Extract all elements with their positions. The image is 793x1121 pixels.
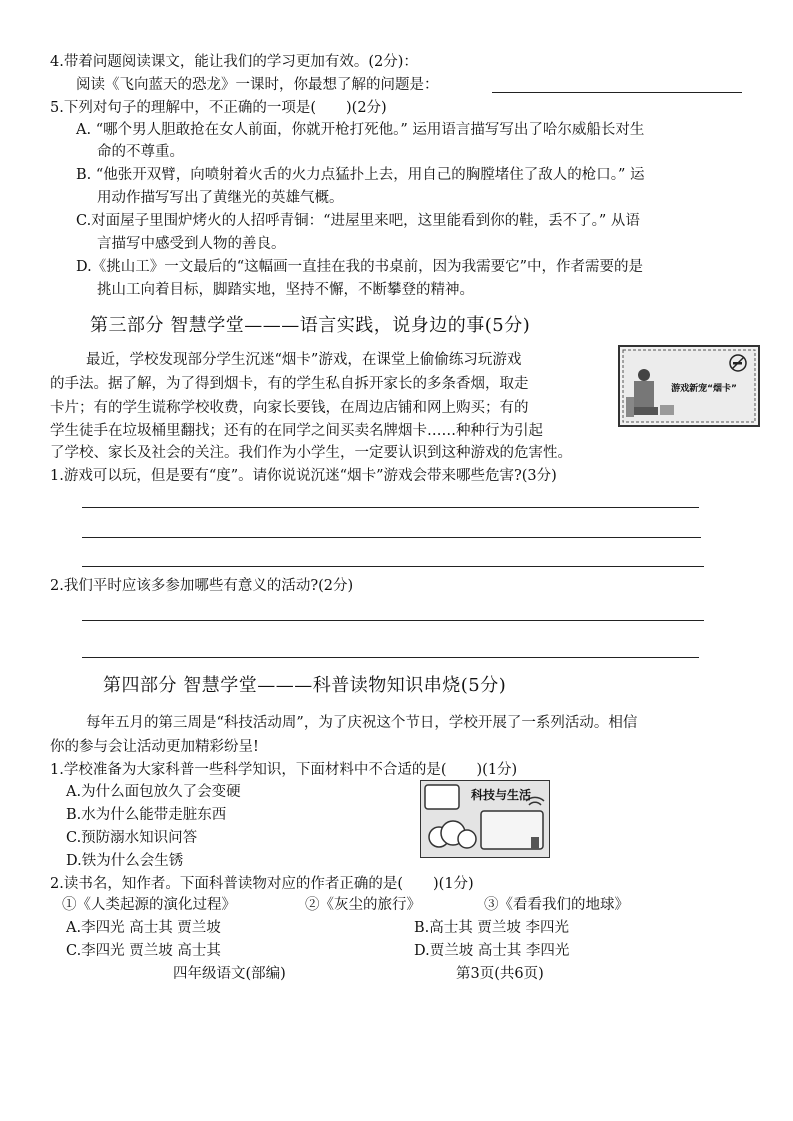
cigarette-card-caption: 游戏新宠“烟卡” [671,384,737,394]
part4-q1-stem-a: 1.学校准备为大家科普一些科学知识，下面材料中不合适的是( [50,762,447,778]
part4-q1-stem [50,760,517,780]
part3-q2-answer-line-2[interactable] [82,657,699,658]
part3-q2: 2.我们平时应该多参加哪些有意义的活动?(2分) [50,578,354,594]
part4-q2-option-d: D.贾兰坡 高士其 李四光 [414,943,570,959]
q4-stem: 4.带着问题阅读课文，能让我们的学习更加有效。(2分)： [50,54,418,70]
part4-q1-option-b: B.水为什么能带走脏东西 [66,807,227,823]
part3-para-line2: 的手法。据了解，为了得到烟卡，有的学生私自拆开家长的多条香烟，取走 [50,376,529,392]
q5-option-a-line2: 命的不尊重。 [97,144,184,160]
part4-q1-option-a: A.为什么面包放久了会变硬 [66,784,241,800]
cigarette-card-image [618,345,760,427]
part3-q1-answer-line-3[interactable] [82,566,704,567]
part4-q1-option-c: C.预防溺水知识问答 [66,830,198,846]
q5-stem [50,98,387,118]
part4-para-line2: 你的参与会让活动更加精彩纷呈! [50,739,259,755]
part3-q1: 1.游戏可以玩，但是要有“度”。请你说说沉迷“烟卡”游戏会带来哪些危害?(3分) [50,468,557,484]
part4-q1-option-d: D.铁为什么会生锈 [66,853,184,869]
part3-para-line4: 学生徒手在垃圾桶里翻找；还有的在同学之间买卖名牌烟卡……种种行为引起 [50,423,543,439]
part3-q2-answer-line-1[interactable] [82,620,704,621]
q5-option-b-line1: B. “他张开双臂，向喷射着火舌的火力点猛扑上去，用自己的胸膛堵住了敌人的枪口。” 运 [76,167,645,183]
part4-q2-stem [50,874,474,894]
part4-q2-option-b: B.高士其 贾兰坡 李四光 [414,920,569,936]
q5-option-c-line1: C.对面屋子里围炉烤火的人招呼青铜：“进屋里来吧，这里能看到你的鞋，丢不了。” 从语 [76,213,640,229]
q5-option-a-line1: A. “哪个男人胆敢抢在女人前面，你就开枪打死他。” 运用语言描写写出了哈尔威船长对生 [76,122,645,138]
cigarette-card-illustration [620,347,758,425]
part4-q2-stem-a: 2.读书名，知作者。下面科普读物对应的作者正确的是( [50,876,403,892]
part3-heading: 第三部分 智慧学堂———语言实践，说身边的事(5分) [90,315,531,336]
science-life-image [420,780,550,858]
science-life-caption: 科技与生活 [470,788,532,802]
book-title-2: ②《灰尘的旅行》 [305,897,421,913]
part3-q1-answer-line-2[interactable] [82,537,701,538]
part4-para-line1: 每年五月的第三周是“科技活动周”，为了庆祝这个节日，学校开展了一系列活动。相信 [86,715,638,731]
part3-q1-answer-line-1[interactable] [82,507,699,508]
part4-q2-stem-b: )(1分) [433,876,474,892]
part4-q2-option-c: C.李四光 贾兰坡 高士其 [66,943,221,959]
footer-page-number: 第3页(共6页) [456,966,544,982]
q5-stem-b: )(2分) [346,100,387,116]
part3-para-line1: 最近，学校发现部分学生沉迷“烟卡”游戏，在课堂上偷偷练习玩游戏 [86,352,522,368]
science-life-illustration [421,781,549,857]
part4-heading: 第四部分 智慧学堂———科普读物知识串烧(5分) [103,675,507,696]
footer-subject: 四年级语文(部编) [173,966,286,982]
part3-para-line3: 卡片；有的学生谎称学校收费，向家长要钱，在周边店铺和网上购买；有的 [50,400,529,416]
q5-option-c-line2: 言描写中感受到人物的善良。 [97,236,286,252]
q4-prompt-text: 阅读《飞向蓝天的恐龙》一课时，你最想了解的问题是： [76,77,439,93]
part4-q1-stem-b: )(1分) [476,762,518,778]
q5-option-d-line1: D.《挑山工》一文最后的“这幅画一直挂在我的书桌前，因为我需要它”中，作者需要的是 [76,259,644,275]
book-title-3: ③《看看我们的地球》 [484,897,629,913]
part3-para-line5: 了学校、家长及社会的关注。我们作为小学生，一定要认识到这种游戏的危害性。 [50,445,572,461]
q4-answer-line[interactable] [492,92,742,93]
part4-q2-option-a: A.李四光 高士其 贾兰坡 [66,920,221,936]
q5-option-d-line2: 挑山工向着目标，脚踏实地，坚持不懈，不断攀登的精神。 [97,282,474,298]
q5-stem-a: 5.下列对句子的理解中，不正确的一项是( [50,100,316,116]
book-title-1: ①《人类起源的演化过程》 [62,897,236,913]
q4-prompt [76,75,439,95]
q5-option-b-line2: 用动作描写写出了黄继光的英雄气概。 [97,190,344,206]
